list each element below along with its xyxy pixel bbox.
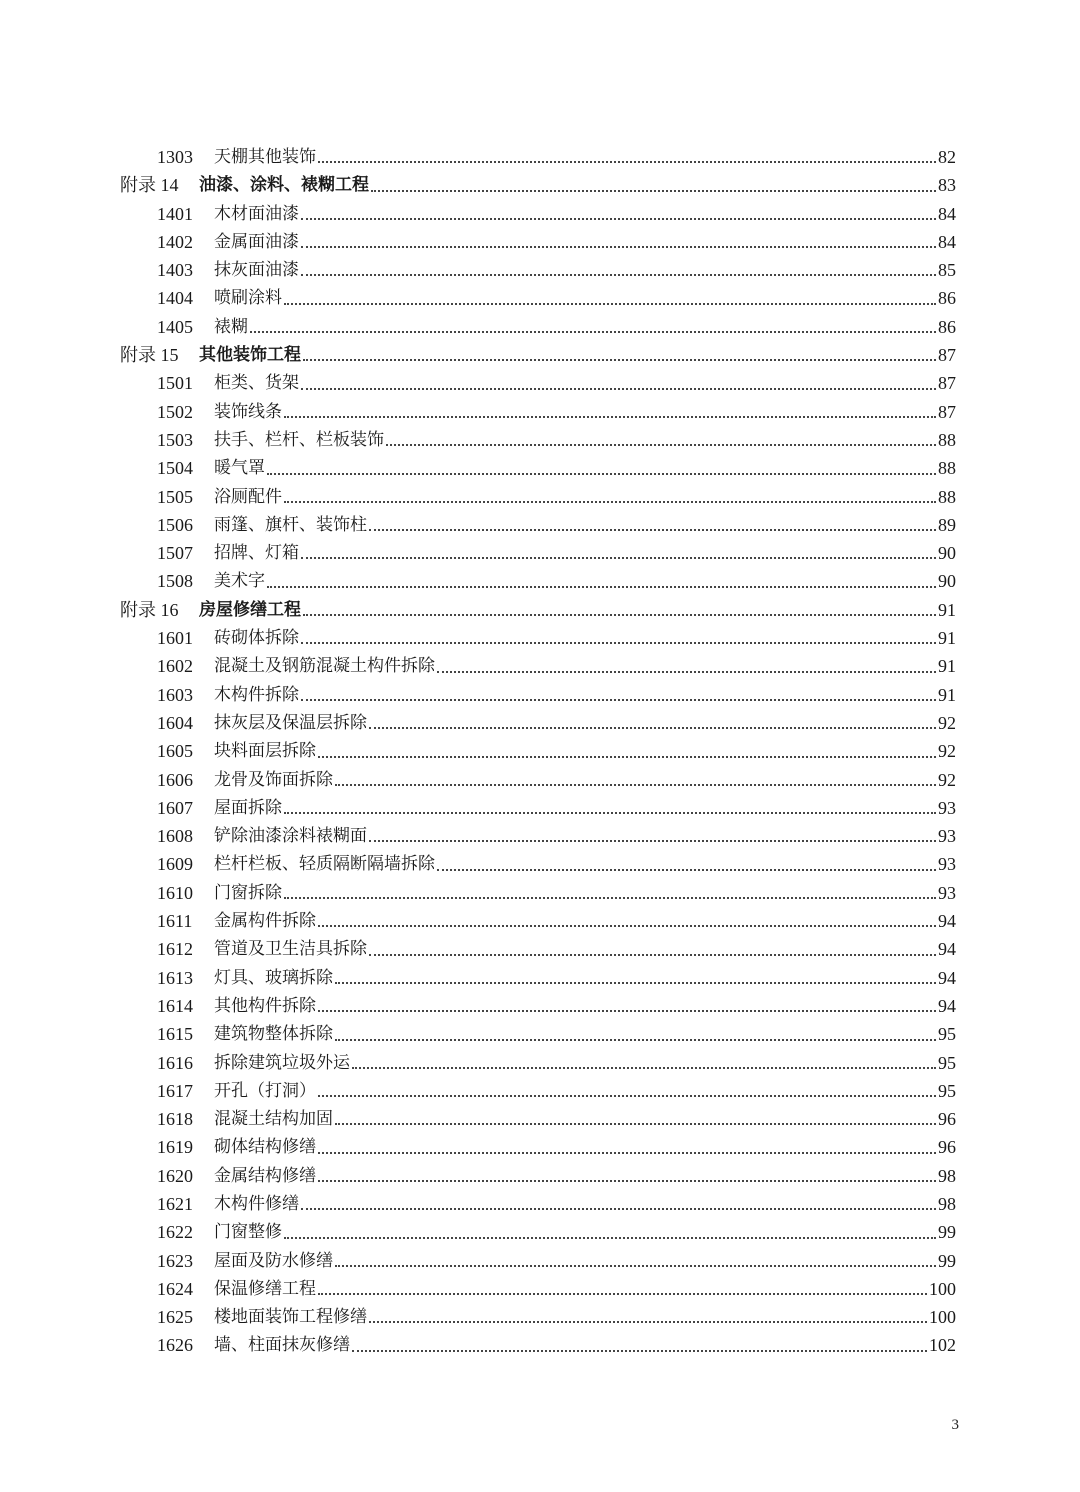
toc-dot-leader xyxy=(301,556,936,559)
toc-entry-title: 木材面油漆 xyxy=(214,203,299,224)
toc-entry-title: 楼地面装饰工程修缮 xyxy=(214,1307,367,1328)
toc-entry-title: 开孔（打洞） xyxy=(214,1080,316,1101)
toc-entry-page: 88 xyxy=(938,486,956,507)
toc-entry-row[interactable] xyxy=(0,567,1080,595)
toc-dot-leader xyxy=(318,755,936,758)
toc-entry-title: 屋面及防水修缮 xyxy=(214,1250,333,1271)
toc-entry-page: 94 xyxy=(938,995,956,1016)
toc-entry-row[interactable] xyxy=(0,284,1080,312)
toc-entry-page: 100 xyxy=(929,1307,956,1328)
toc-entry-title: 金属构件拆除 xyxy=(214,911,316,932)
toc-entry-row[interactable] xyxy=(0,992,1080,1020)
toc-entry-number: 1619 xyxy=(157,1137,193,1158)
toc-entry-title: 灯具、玻璃拆除 xyxy=(214,967,333,988)
toc-entry-page: 87 xyxy=(938,401,956,422)
toc-entry-page: 84 xyxy=(938,231,956,252)
toc-entry-number: 1602 xyxy=(157,656,193,677)
toc-entry-title: 美术字 xyxy=(214,571,265,592)
toc-dot-leader xyxy=(335,981,936,984)
toc-entry-number: 1620 xyxy=(157,1165,193,1186)
toc-entry-title: 装饰线条 xyxy=(214,401,282,422)
toc-dot-leader xyxy=(386,443,936,446)
toc-entry-title: 抹灰层及保温层拆除 xyxy=(214,712,367,733)
toc-entry-title: 柜类、货架 xyxy=(214,373,299,394)
toc-entry-title: 天棚其他装饰 xyxy=(214,147,316,167)
toc-entry-number: 1624 xyxy=(157,1278,193,1299)
toc-entry-title: 管道及卫生洁具拆除 xyxy=(214,939,367,960)
toc-entry-number: 1615 xyxy=(157,1024,193,1045)
toc-entry-row[interactable] xyxy=(0,879,1080,907)
toc-dot-leader xyxy=(318,1094,936,1097)
toc-entry-row[interactable] xyxy=(0,794,1080,822)
toc-entry-number: 1613 xyxy=(157,967,193,988)
toc-entry-title: 雨篷、旗杆、装饰柱 xyxy=(214,514,367,535)
toc-entry-title: 龙骨及饰面拆除 xyxy=(214,769,333,790)
toc-entry-row[interactable] xyxy=(0,454,1080,482)
toc-dot-leader xyxy=(250,330,936,333)
toc-dot-leader xyxy=(371,189,936,192)
toc-dot-leader xyxy=(318,1151,936,1154)
toc-entry-number: 1502 xyxy=(157,401,193,422)
toc-entry-row[interactable] xyxy=(0,652,1080,680)
toc-entry-row[interactable] xyxy=(0,228,1080,256)
toc-entry-title: 屋面拆除 xyxy=(214,797,282,818)
toc-dot-leader xyxy=(284,896,936,899)
toc-entry-number: 1612 xyxy=(157,939,193,960)
toc-entry-page: 86 xyxy=(938,316,956,337)
toc-entry-title: 暖气罩 xyxy=(214,458,265,479)
toc-entry-row[interactable] xyxy=(0,1275,1080,1303)
toc-entry-title: 招牌、灯箱 xyxy=(214,543,299,564)
toc-entry-number: 1303 xyxy=(157,147,193,167)
toc-entry-row[interactable] xyxy=(0,426,1080,454)
toc-dot-leader xyxy=(284,415,936,418)
toc-entry-row[interactable] xyxy=(0,907,1080,935)
toc-entry-number: 1610 xyxy=(157,882,193,903)
toc-dot-leader xyxy=(284,302,936,305)
toc-entry-number: 1608 xyxy=(157,826,193,847)
toc-entry-title: 建筑物整体拆除 xyxy=(214,1024,333,1045)
toc-entry-row[interactable] xyxy=(0,624,1080,652)
toc-entry-number: 1403 xyxy=(157,260,193,281)
toc-entry-number: 1607 xyxy=(157,797,193,818)
toc-entry-number: 1622 xyxy=(157,1222,193,1243)
toc-entry-number: 1609 xyxy=(157,854,193,875)
toc-entry-number: 1506 xyxy=(157,514,193,535)
toc-entry-row[interactable] xyxy=(0,143,1080,171)
toc-entry-page: 94 xyxy=(938,911,956,932)
toc-entry-number: 1621 xyxy=(157,1193,193,1214)
toc-dot-leader xyxy=(318,1292,927,1295)
toc-entry-number: 1504 xyxy=(157,458,193,479)
toc-entry-page: 100 xyxy=(929,1278,956,1299)
toc-dot-leader xyxy=(318,924,936,927)
toc-dot-leader xyxy=(318,160,936,163)
toc-entry-title: 栏杆栏板、轻质隔断隔墙拆除 xyxy=(214,854,435,875)
page-number: 3 xyxy=(951,1417,959,1433)
toc-entry-page: 93 xyxy=(938,797,956,818)
toc-dot-leader xyxy=(301,1207,936,1210)
table-of-contents xyxy=(0,143,1080,1360)
toc-entry-row[interactable] xyxy=(0,1133,1080,1161)
toc-entry-title: 门窗整修 xyxy=(214,1222,282,1243)
toc-entry-page: 84 xyxy=(938,203,956,224)
toc-entry-page: 99 xyxy=(938,1250,956,1271)
toc-entry-row[interactable] xyxy=(0,709,1080,737)
toc-entry-row[interactable] xyxy=(0,200,1080,228)
toc-entry-title: 块料面层拆除 xyxy=(214,741,316,762)
toc-dot-leader xyxy=(335,1122,936,1125)
toc-entry-page: 87 xyxy=(938,373,956,394)
toc-entry-row[interactable] xyxy=(0,313,1080,341)
toc-entry-row[interactable] xyxy=(0,1020,1080,1048)
toc-entry-number: 1606 xyxy=(157,769,193,790)
toc-entry-row[interactable] xyxy=(0,681,1080,709)
toc-entry-title: 混凝土及钢筋混凝土构件拆除 xyxy=(214,656,435,677)
toc-dot-leader xyxy=(267,585,936,588)
toc-entry-number: 1601 xyxy=(157,628,193,649)
toc-entry-title: 砖砌体拆除 xyxy=(214,628,299,649)
toc-entry-number: 附录 14 xyxy=(120,175,179,196)
toc-entry-page: 83 xyxy=(938,175,956,196)
toc-entry-row[interactable] xyxy=(0,1190,1080,1218)
toc-entry-page: 95 xyxy=(938,1052,956,1073)
toc-entry-row[interactable] xyxy=(0,1162,1080,1190)
toc-entry-number: 1404 xyxy=(157,288,193,309)
toc-entry-number: 1617 xyxy=(157,1080,193,1101)
toc-entry-title: 扶手、栏杆、栏板装饰 xyxy=(214,429,384,450)
toc-dot-leader xyxy=(318,1179,936,1182)
toc-dot-leader xyxy=(437,670,936,673)
toc-entry-row[interactable] xyxy=(0,398,1080,426)
toc-dot-leader xyxy=(303,358,936,361)
toc-entry-number: 1625 xyxy=(157,1307,193,1328)
toc-dot-leader xyxy=(301,698,936,701)
toc-entry-row[interactable] xyxy=(0,1218,1080,1246)
toc-entry-page: 87 xyxy=(938,345,956,366)
toc-entry-title: 金属结构修缮 xyxy=(214,1165,316,1186)
toc-entry-title: 房屋修缮工程 xyxy=(199,599,301,620)
toc-entry-page: 92 xyxy=(938,769,956,790)
toc-dot-leader xyxy=(284,1236,936,1239)
toc-dot-leader xyxy=(335,1038,936,1041)
toc-dot-leader xyxy=(335,783,936,786)
toc-entry-page: 93 xyxy=(938,826,956,847)
toc-section-row[interactable] xyxy=(0,171,1080,199)
toc-entry-row[interactable] xyxy=(0,369,1080,397)
toc-entry-number: 1626 xyxy=(157,1335,193,1356)
toc-entry-page: 94 xyxy=(938,967,956,988)
toc-dot-leader xyxy=(369,528,936,531)
toc-entry-title: 喷刷涂料 xyxy=(214,288,282,309)
toc-entry-page: 86 xyxy=(938,288,956,309)
toc-entry-page: 98 xyxy=(938,1165,956,1186)
toc-entry-number: 1623 xyxy=(157,1250,193,1271)
toc-dot-leader xyxy=(284,811,936,814)
toc-entry-number: 1503 xyxy=(157,429,193,450)
toc-entry-page: 99 xyxy=(938,1222,956,1243)
toc-entry-title: 抹灰面油漆 xyxy=(214,260,299,281)
toc-entry-page: 93 xyxy=(938,882,956,903)
toc-entry-title: 其他构件拆除 xyxy=(214,995,316,1016)
toc-dot-leader xyxy=(301,217,936,220)
toc-entry-title: 金属面油漆 xyxy=(214,231,299,252)
toc-entry-row[interactable] xyxy=(0,1331,1080,1359)
toc-dot-leader xyxy=(369,1320,927,1323)
toc-entry-page: 88 xyxy=(938,458,956,479)
toc-entry-page: 92 xyxy=(938,741,956,762)
toc-entry-number: 1614 xyxy=(157,995,193,1016)
toc-entry-title: 其他装饰工程 xyxy=(199,345,301,366)
toc-entry-number: 1508 xyxy=(157,571,193,592)
toc-entry-row[interactable] xyxy=(0,1105,1080,1133)
toc-entry-number: 1402 xyxy=(157,231,193,252)
toc-entry-number: 附录 16 xyxy=(120,599,179,620)
toc-entry-number: 1605 xyxy=(157,741,193,762)
toc-entry-title: 砌体结构修缮 xyxy=(214,1137,316,1158)
toc-entry-number: 1507 xyxy=(157,543,193,564)
toc-dot-leader xyxy=(303,613,936,616)
toc-entry-number: 1616 xyxy=(157,1052,193,1073)
toc-entry-row[interactable] xyxy=(0,539,1080,567)
toc-entry-number: 1505 xyxy=(157,486,193,507)
toc-entry-number: 1603 xyxy=(157,684,193,705)
toc-entry-page: 89 xyxy=(938,514,956,535)
toc-entry-page: 95 xyxy=(938,1080,956,1101)
toc-entry-page: 90 xyxy=(938,543,956,564)
toc-entry-title: 保温修缮工程 xyxy=(214,1278,316,1299)
toc-dot-leader xyxy=(301,641,936,644)
toc-entry-number: 1618 xyxy=(157,1109,193,1130)
toc-section-row[interactable] xyxy=(0,341,1080,369)
toc-entry-page: 82 xyxy=(938,147,956,167)
toc-entry-page: 96 xyxy=(938,1137,956,1158)
toc-entry-row[interactable] xyxy=(0,1077,1080,1105)
toc-dot-leader xyxy=(369,726,936,729)
toc-entry-page: 93 xyxy=(938,854,956,875)
toc-entry-page: 96 xyxy=(938,1109,956,1130)
toc-entry-title: 木构件拆除 xyxy=(214,684,299,705)
toc-entry-row[interactable] xyxy=(0,964,1080,992)
toc-entry-title: 裱糊 xyxy=(214,316,248,337)
toc-entry-title: 浴厕配件 xyxy=(214,486,282,507)
toc-entry-number: 1501 xyxy=(157,373,193,394)
toc-entry-number: 1401 xyxy=(157,203,193,224)
toc-entry-title: 混凝土结构加固 xyxy=(214,1109,333,1130)
toc-entry-number: 1405 xyxy=(157,316,193,337)
toc-entry-row[interactable] xyxy=(0,1247,1080,1275)
toc-entry-row[interactable] xyxy=(0,850,1080,878)
toc-entry-title: 门窗拆除 xyxy=(214,882,282,903)
toc-dot-leader xyxy=(369,839,936,842)
toc-entry-title: 木构件修缮 xyxy=(214,1193,299,1214)
toc-dot-leader xyxy=(369,953,936,956)
toc-entry-title: 油漆、涂料、裱糊工程 xyxy=(199,175,369,196)
toc-entry-title: 拆除建筑垃圾外运 xyxy=(214,1052,350,1073)
toc-entry-title: 墙、柱面抹灰修缮 xyxy=(214,1335,350,1356)
toc-entry-page: 91 xyxy=(938,599,956,620)
toc-entry-row[interactable] xyxy=(0,766,1080,794)
toc-entry-page: 94 xyxy=(938,939,956,960)
toc-entry-row[interactable] xyxy=(0,483,1080,511)
toc-dot-leader xyxy=(335,1264,936,1267)
toc-entry-row[interactable] xyxy=(0,935,1080,963)
toc-entry-page: 85 xyxy=(938,260,956,281)
toc-entry-row[interactable] xyxy=(0,1049,1080,1077)
toc-entry-page: 91 xyxy=(938,684,956,705)
toc-entry-page: 90 xyxy=(938,571,956,592)
toc-entry-page: 98 xyxy=(938,1193,956,1214)
toc-dot-leader xyxy=(301,245,936,248)
toc-entry-row[interactable] xyxy=(0,1303,1080,1331)
toc-dot-leader xyxy=(318,1009,936,1012)
toc-entry-row[interactable] xyxy=(0,511,1080,539)
toc-entry-page: 88 xyxy=(938,429,956,450)
toc-dot-leader xyxy=(437,868,936,871)
toc-dot-leader xyxy=(352,1066,936,1069)
toc-dot-leader xyxy=(267,472,936,475)
toc-entry-page: 91 xyxy=(938,656,956,677)
toc-dot-leader xyxy=(301,387,936,390)
toc-entry-page: 91 xyxy=(938,628,956,649)
toc-entry-page: 95 xyxy=(938,1024,956,1045)
toc-dot-leader xyxy=(284,500,936,503)
toc-dot-leader xyxy=(301,273,936,276)
toc-entry-row[interactable] xyxy=(0,822,1080,850)
toc-dot-leader xyxy=(352,1349,927,1352)
toc-entry-page: 102 xyxy=(929,1335,956,1356)
toc-entry-number: 附录 15 xyxy=(120,345,179,366)
toc-entry-row[interactable] xyxy=(0,737,1080,765)
toc-entry-row[interactable] xyxy=(0,256,1080,284)
toc-entry-number: 1604 xyxy=(157,712,193,733)
toc-entry-page: 92 xyxy=(938,712,956,733)
toc-section-row[interactable] xyxy=(0,596,1080,624)
toc-entry-number: 1611 xyxy=(157,911,193,932)
toc-entry-title: 铲除油漆涂料裱糊面 xyxy=(214,826,367,847)
